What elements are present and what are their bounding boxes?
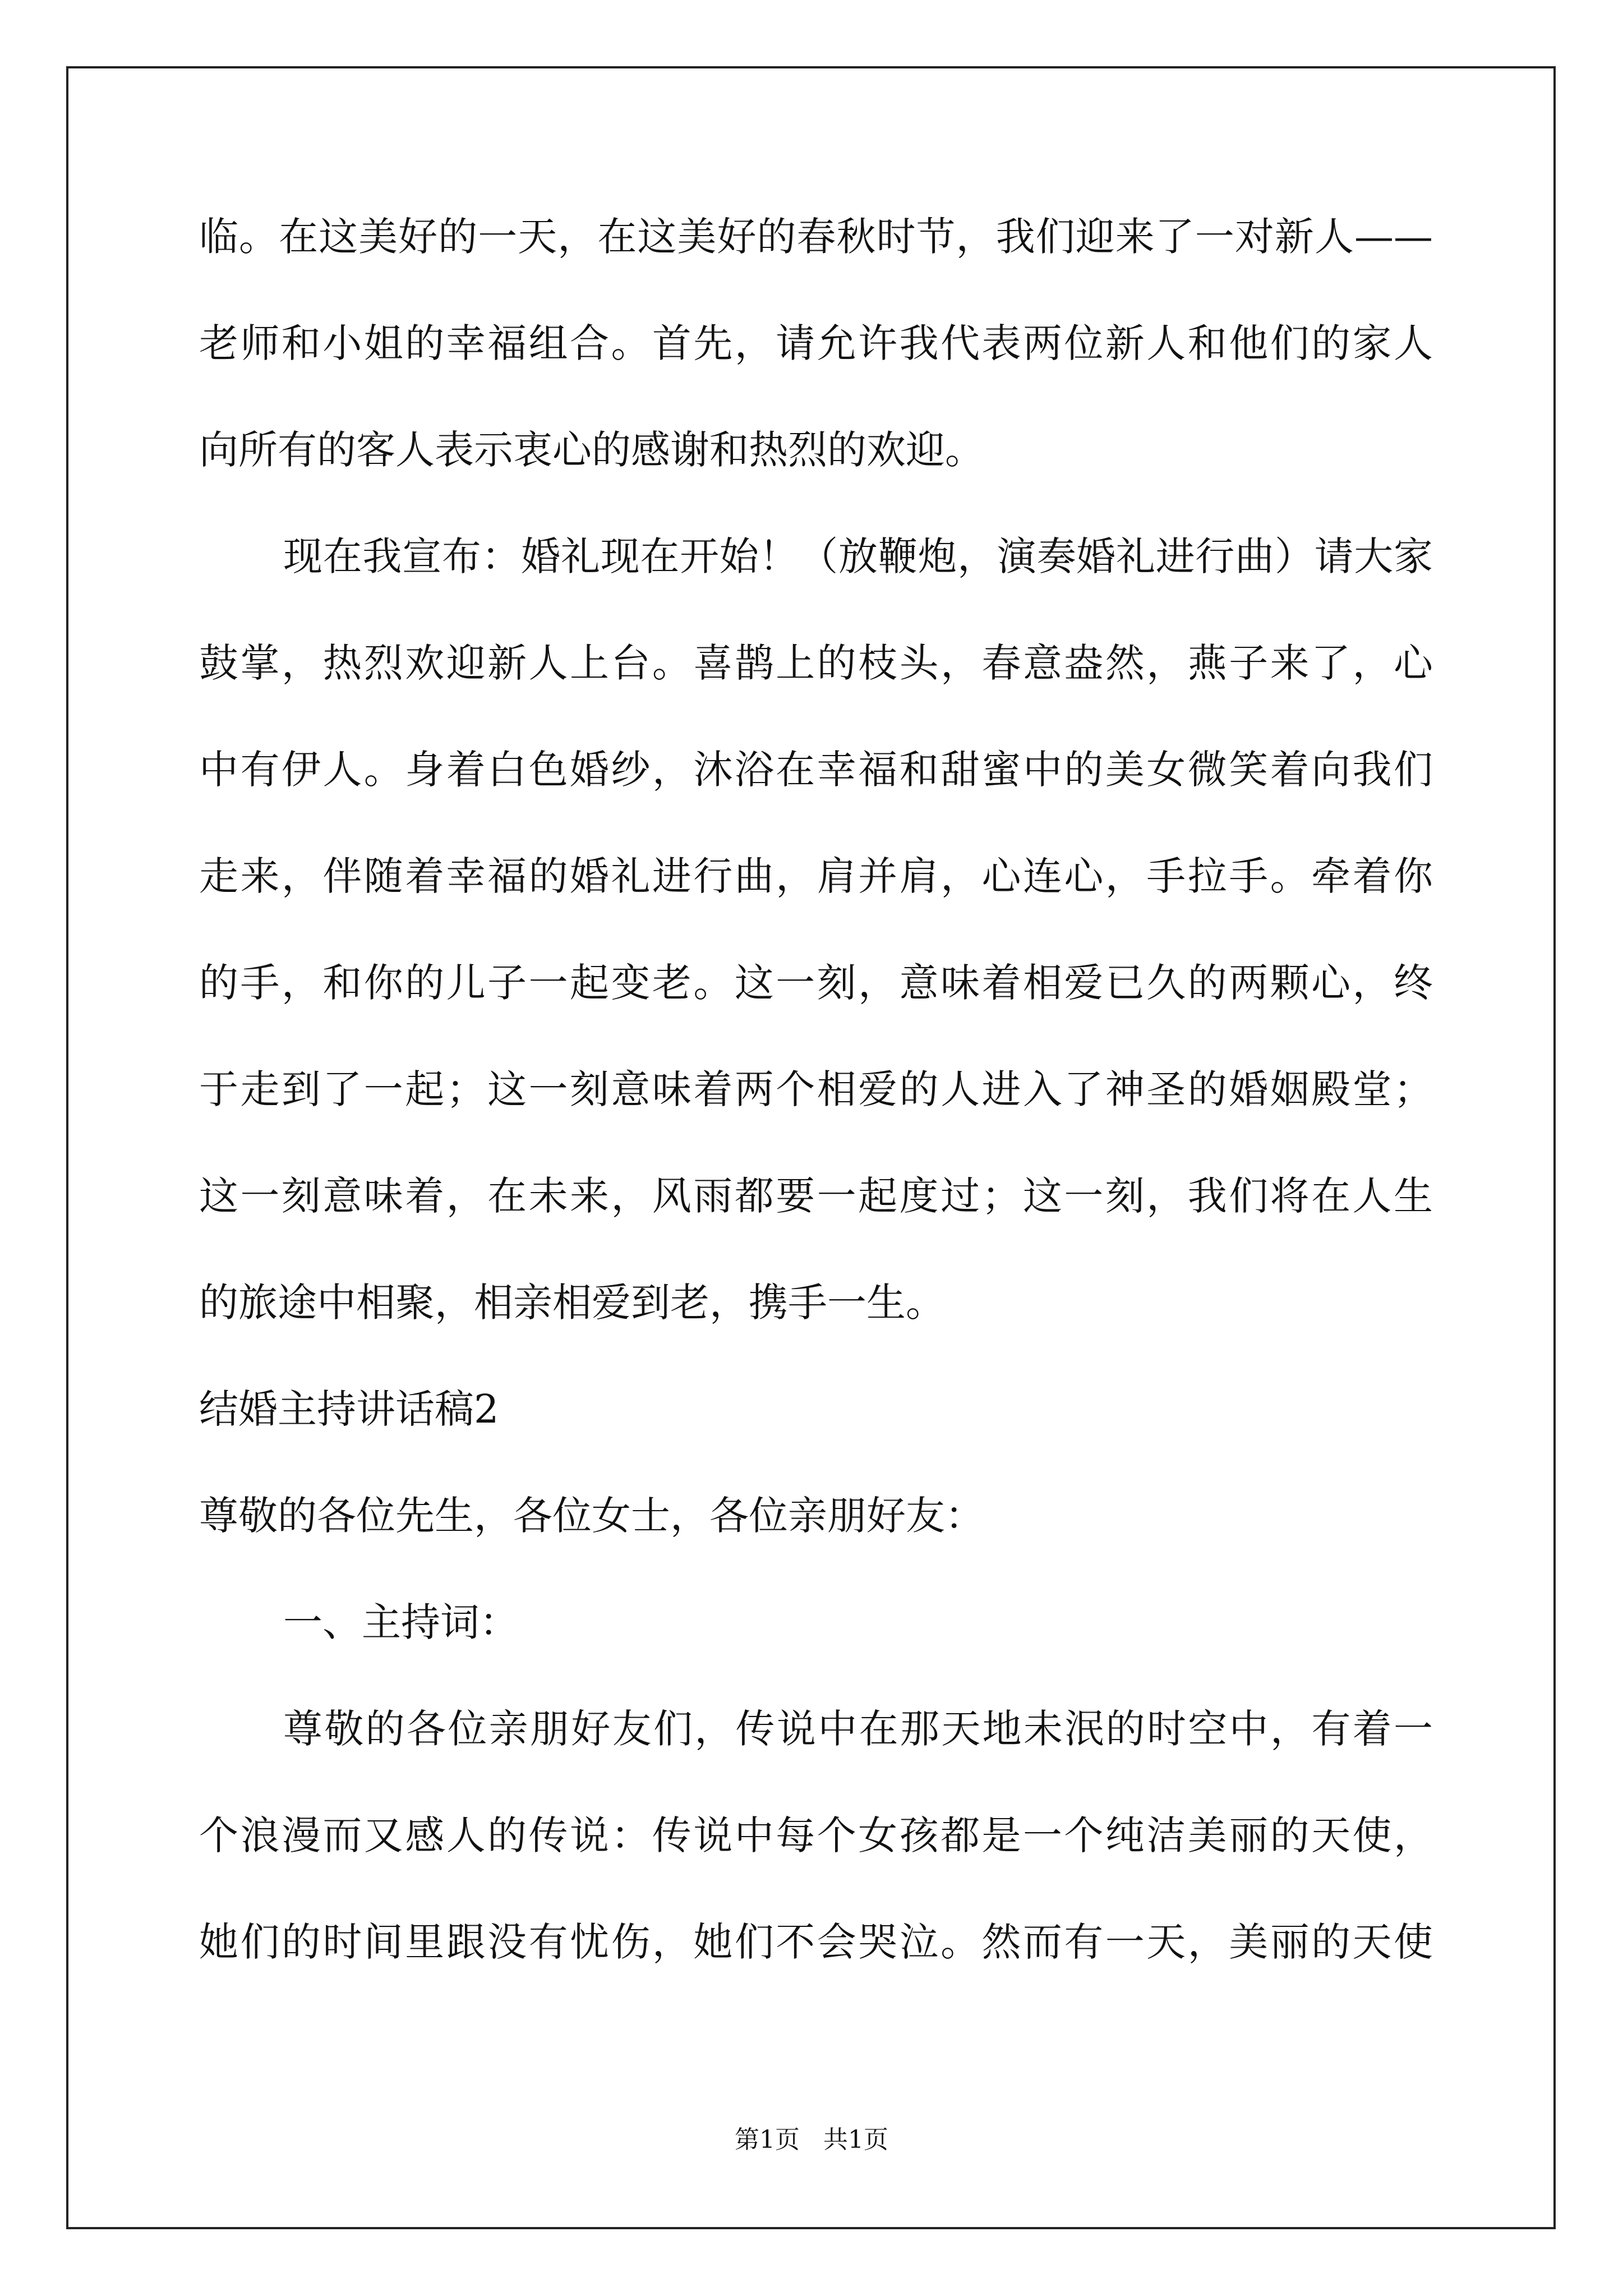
paragraph-line: 走来，伴随着幸福的婚礼进行曲，肩并肩，心连心，手拉手。牵着你 [199, 853, 1433, 899]
paragraph-line: 现在我宣布：婚礼现在开始！（放鞭炮，演奏婚礼进行曲）请大家 [283, 533, 1433, 579]
page-footer: 第1页 共1页 [735, 2125, 888, 2154]
paragraph-line: 中有伊人。身着白色婚纱，沐浴在幸福和甜蜜中的美女微笑着向我们 [199, 747, 1433, 793]
subsection-heading: 一、主持词： [283, 1599, 519, 1645]
paragraph-line: 鼓掌，热烈欢迎新人上台。喜鹊上的枝头，春意盎然，燕子来了，心 [199, 640, 1433, 686]
paragraph-line: 的手，和你的儿子一起变老。这一刻，意味着相爱已久的两颗心，终 [199, 960, 1433, 1006]
paragraph-line: 临。在这美好的一天，在这美好的春秋时节，我们迎来了一对新人—— [199, 214, 1433, 260]
paragraph-line: 她们的时间里跟没有忧伤，她们不会哭泣。然而有一天，美丽的天使 [199, 1919, 1433, 1965]
paragraph-line: 的旅途中相聚，相亲相爱到老，携手一生。 [199, 1280, 945, 1326]
paragraph-line: 老师和小姐的幸福组合。首先，请允许我代表两位新人和他们的家人 [199, 320, 1433, 366]
paragraph-line: 向所有的客人表示衷心的感谢和热烈的欢迎。 [199, 427, 984, 473]
paragraph-line: 这一刻意味着，在未来，风雨都要一起度过；这一刻，我们将在人生 [199, 1173, 1433, 1219]
paragraph-line: 个浪漫而又感人的传说：传说中每个女孩都是一个纯洁美丽的天使， [199, 1812, 1433, 1858]
section-heading: 结婚主持讲话稿2 [199, 1386, 499, 1432]
page-border [66, 66, 1556, 2229]
paragraph-line: 于走到了一起；这一刻意味着两个相爱的人进入了神圣的婚姻殿堂； [199, 1066, 1433, 1112]
paragraph-line: 尊敬的各位亲朋好友们，传说中在那天地未泯的时空中，有着一 [283, 1706, 1433, 1752]
salutation: 尊敬的各位先生，各位女士，各位亲朋好友： [199, 1493, 984, 1539]
